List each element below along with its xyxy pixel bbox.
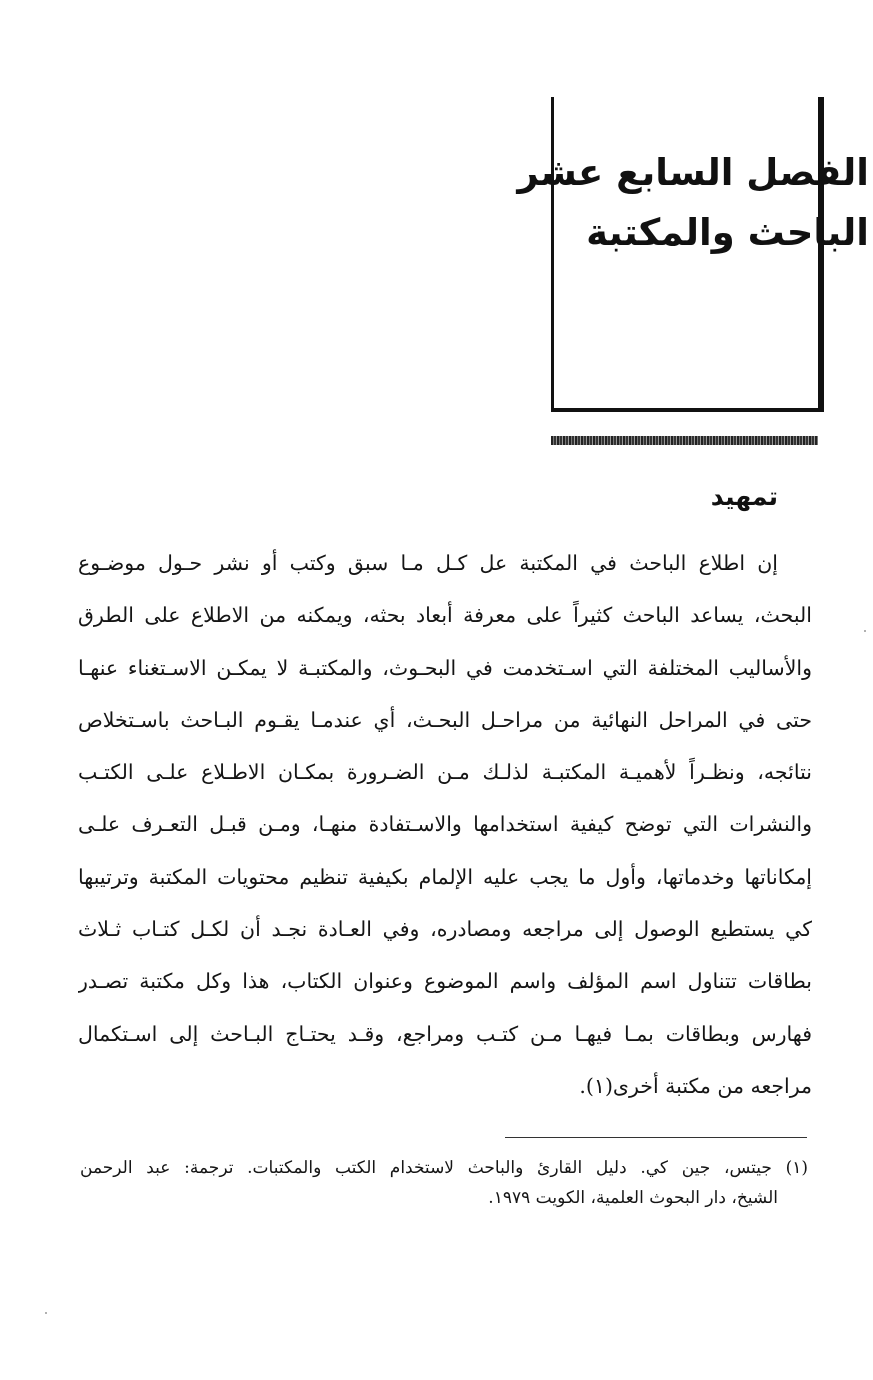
body-line: مراجعه من مكتبة أخرى(١). <box>579 1073 812 1098</box>
footnote-line-2: الشيخ، دار البحوث العلمية، الكويت ١٩٧٩. <box>488 1188 778 1208</box>
footnote <box>80 1153 808 1213</box>
body-line: والأساليب المختلفة التي اسـتخدمت في البحـوث، والمكتبـة لا يمكـن الاسـتغناء عنهـا <box>78 655 812 680</box>
footnote-line-1: (١) جيتس، جين كي. دليل القارئ والباحث لاستخدام الكتب والمكتبات. ترجمة: عبد الرحمن <box>80 1158 808 1178</box>
chapter-title-line-1: الفصل السابع عشر <box>517 151 869 194</box>
body-paragraph <box>78 537 812 1112</box>
body-line: بطاقات تتناول اسم المؤلف واسم الموضوع وعنوان الكتاب، هذا وكل مكتبة تصـدر <box>78 969 812 994</box>
body-line: البحث، يساعد الباحث كثيراً على معرفة أبعاد بحثه، ويمكنه من الاطلاع على الطرق <box>78 603 812 628</box>
body-line: إن اطلاع الباحث في المكتبة عل كـل مـا سبق وكتب أو نشر حـول موضـوع <box>78 551 778 575</box>
chapter-title-line-2: الباحث والمكتبة <box>586 211 869 254</box>
body-line: كي يستطيع الوصول إلى مراجعه ومصادره، وفي العـادة نجـد أن لكـل كتـاب ثـلاث <box>78 917 812 942</box>
body-line: فهارس وبطاقات بمـا فيهـا مـن كتـب ومراجع، وقـد يحتـاج البـاحث إلى اسـتكمال <box>78 1021 812 1046</box>
scan-speck <box>45 1312 47 1314</box>
body-line: والنشرات التي توضح كيفية استخدامها والاسـتفادة منهـا، ومـن قبـل التعـرف علـى <box>78 812 812 837</box>
body-line: إمكاناتها وخدماتها، وأول ما يجب عليه الإلمام بكيفية تنظيم محتويات المكتبة وترتيبها <box>78 864 812 889</box>
chapter-title <box>517 143 869 263</box>
section-heading: تمهيد <box>710 482 778 511</box>
decorative-rule-bar <box>551 436 818 445</box>
scan-speck <box>864 630 866 632</box>
body-line: حتى في المراحل النهائية من مراحـل البحـث، أي عندمـا يقـوم البـاحث باسـتخلاص <box>78 707 812 732</box>
footnote-separator <box>505 1137 807 1138</box>
body-line: نتائجه، ونظـراً لأهميـة المكتبـة لذلـك مـن الضـرورة بمكـان الاطـلاع علـى الكتـب <box>78 760 812 785</box>
